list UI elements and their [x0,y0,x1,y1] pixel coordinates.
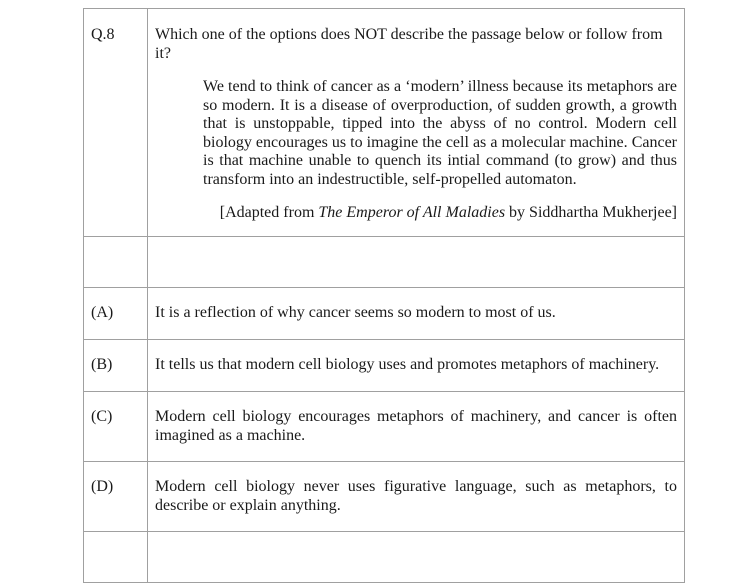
option-label: (B) [84,340,148,392]
question-stem: Which one of the options does NOT describe the passage below or follow from it? [155,26,663,62]
option-a-text: It is a reflection of why cancer seems so modern to most of us. [155,304,556,321]
option-label: (C) [84,392,148,462]
option-label: (D) [84,462,148,532]
option-label: (A) [84,288,148,340]
spacer-cell-right [148,237,685,288]
option-d-text: Modern cell biology never uses figurative language, such as metaphors, to describe or explain anything. [155,478,677,514]
option-text [148,392,685,462]
spacer-row-bottom [84,532,685,583]
source-suffix: by Siddhartha Mukherjee] [505,204,677,221]
spacer-cell-left [84,237,148,288]
option-text [148,288,685,340]
spacer-cell-right [148,532,685,583]
passage: We tend to think of cancer as a ‘modern’ illness because its metaphors are so modern. It is a disease of overproduction, of sudden growth, a growth that is unstoppable, tipped into the abyss of no control. Modern cell biology encourages us to imagine the cell as a molecular machine. Cancer is that machine unable to quench its intial command (to grow) and thus transform into an indestructible, self-propelled automaton. [203,78,677,188]
question-row [84,9,685,237]
question-number: Q.8 [84,9,148,237]
option-text [148,340,685,392]
source-title: The Emperor of All Maladies [318,204,506,221]
option-text [148,462,685,532]
spacer-cell-left [84,532,148,583]
option-c-text: Modern cell biology encourages metaphors of machinery, and cancer is often imagined as a machine. [155,408,677,444]
passage-source [155,204,677,223]
option-row-a[interactable] [84,288,685,340]
option-b-text: It tells us that modern cell biology uses and promotes metaphors of machinery. [155,356,660,373]
option-row-b[interactable] [84,340,685,392]
question-body [148,9,685,237]
option-row-c[interactable] [84,392,685,462]
source-prefix: [Adapted from [219,204,319,221]
option-row-d[interactable] [84,462,685,532]
spacer-row [84,237,685,288]
question-table [83,8,685,583]
